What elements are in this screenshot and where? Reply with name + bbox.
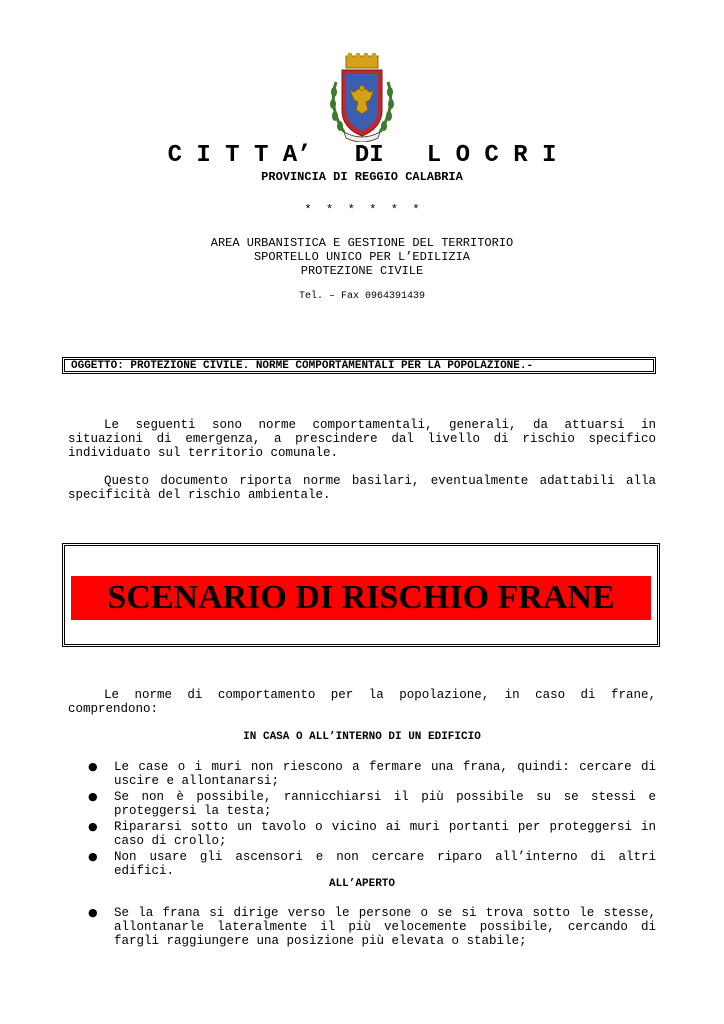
city-crest-emblem (326, 52, 398, 142)
section-heading-outdoors: ALL’APERTO (328, 878, 395, 890)
telephone-fax: Tel. – Fax 0964391439 (298, 291, 426, 302)
city-title: C I T T A’ DI L O C R I (167, 142, 557, 169)
indoors-list (68, 760, 656, 880)
list-item: ● Le case o i muri non riescono a fermare una frana, quindi: cercare di uscire e allontanarsi; (88, 760, 656, 788)
list-item: ● Se non è possibile, rannicchiarsi il più possibile su se stessi e proteggersi la testa; (88, 790, 656, 818)
bullet-icon: ● (88, 906, 98, 919)
bullet-icon: ● (88, 790, 98, 803)
department-line: PROTEZIONE CIVILE (300, 264, 424, 278)
bullet-icon: ● (88, 850, 98, 863)
department-line: AREA URBANISTICA E GESTIONE DEL TERRITORIO (210, 236, 514, 250)
subject-box: OGGETTO: PROTEZIONE CIVILE. NORME COMPORTAMENTALI PER LA POPOLAZIONE.- (62, 357, 656, 374)
intro-text: Le seguenti sono norme comportamentali, generali, da attuarsi in situazioni di emergenza, a prescindere dal livello di rischio specifico individuato sul territorio comunale. (68, 418, 656, 460)
list-item: ● Non usare gli ascensori e non cercare riparo all’interno di altri edifici. (88, 850, 656, 878)
section-heading-indoors: IN CASA O ALL’INTERNO DI UN EDIFICIO (243, 731, 481, 743)
lead-paragraph (68, 688, 656, 716)
outdoors-list (68, 906, 656, 950)
department-block (0, 236, 724, 278)
bullet-icon: ● (88, 760, 98, 773)
scenario-title: SCENARIO DI RISCHIO FRANE (71, 576, 651, 620)
list-item: ● Se la frana si dirige verso le persone o se si trova sotto le stesse, allontanarle lateralmente il più velocemente possibile, cercando di fargli raggiungere una posizione più elevata o stabile; (88, 906, 656, 948)
intro-text: Questo documento riporta norme basilari, eventualmente adattabili alla specificità del rischio ambientale. (68, 474, 656, 502)
scenario-box (62, 543, 660, 647)
intro-paragraph (68, 474, 656, 502)
province-name: PROVINCIA DI REGGIO CALABRIA (261, 170, 463, 184)
list-item: ● Ripararsi sotto un tavolo o vicino ai muri portanti per proteggersi in caso di crollo; (88, 820, 656, 848)
separator-stars: * * * * * * (304, 203, 420, 217)
bullet-icon: ● (88, 820, 98, 833)
intro-paragraph (68, 418, 656, 460)
lead-text: Le norme di comportamento per la popolazione, in caso di frane, comprendono: (68, 688, 656, 716)
department-line: SPORTELLO UNICO PER L’EDILIZIA (253, 250, 471, 264)
